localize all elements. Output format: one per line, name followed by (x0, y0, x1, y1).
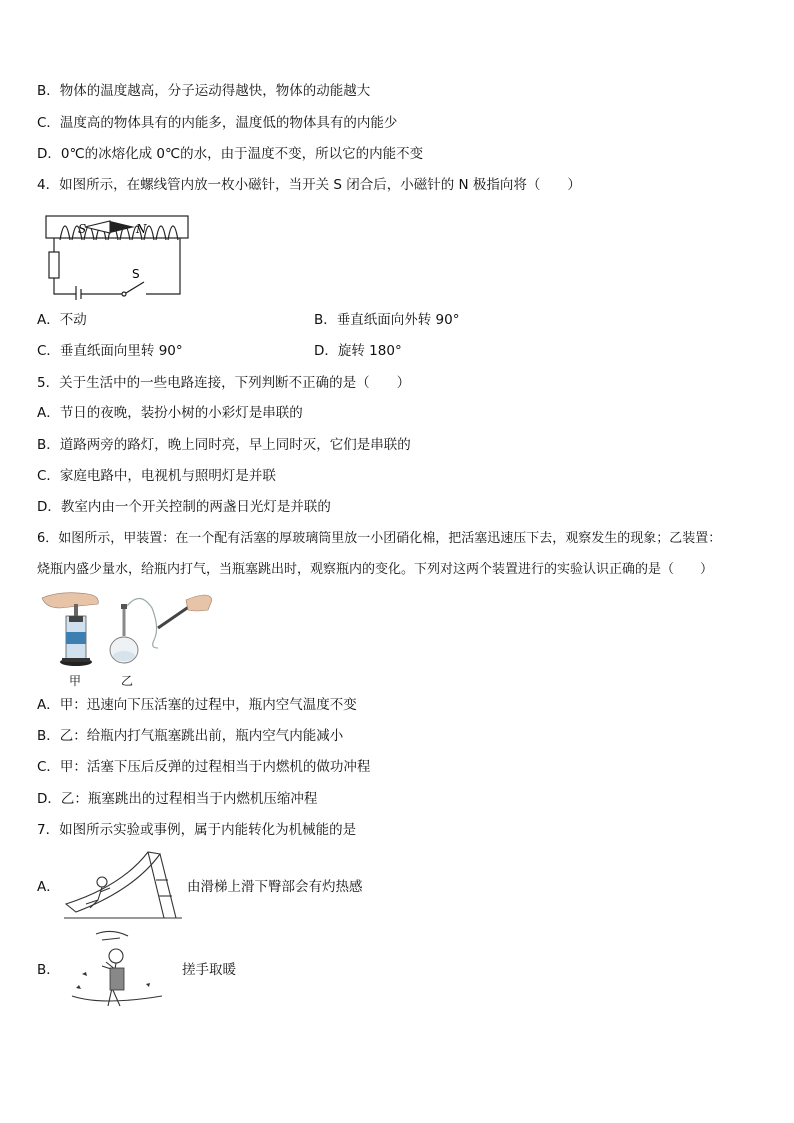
q6-stem-line2: 烧瓶内盛少量水，给瓶内打气，当瓶塞跳出时，观察瓶内的变化。下列对这两个装置进行的实验认识正确的是（ ） (37, 562, 714, 577)
q3-option-c: C．温度高的物体具有的内能多，温度低的物体具有的内能少 (37, 115, 398, 131)
q4-option-c: C．垂直纸面向里转 90° (37, 343, 183, 359)
q5-stem: 5．关于生活中的一些电路连接，下列判断不正确的是（ ） (37, 375, 411, 391)
q4-stem: 4．如图所示，在螺线管内放一枚小磁针，当开关 S 闭合后，小磁针的 N 极指向将（ ） (37, 177, 581, 193)
slide-illustration (62, 846, 184, 920)
q3-option-b: B．物体的温度越高，分子运动得越快，物体的动能越大 (37, 83, 371, 99)
q6-option-d: D．乙：瓶塞跳出的过程相当于内燃机压缩冲程 (37, 791, 318, 807)
solenoid-circuit-figure (40, 210, 200, 300)
q6-option-c: C．甲：活塞下压后反弹的过程相当于内燃机的做功冲程 (37, 759, 371, 775)
apparatus-photo-figure (40, 588, 212, 670)
q4-option-a: A．不动 (37, 312, 87, 328)
q5-option-a: A．节日的夜晚，装扮小树的小彩灯是串联的 (37, 405, 303, 421)
q7-option-b-text: 搓手取暖 (182, 962, 236, 978)
needle-n-label: N (136, 222, 147, 236)
q7-option-a-text: 由滑梯上滑下臀部会有灼热感 (187, 879, 363, 895)
q3-option-d: D．0℃的冰熔化成 0℃的水，由于温度不变，所以它的内能不变 (37, 146, 424, 162)
q7-stem: 7．如图所示实验或事例，属于内能转化为机械能的是 (37, 822, 357, 838)
q6-option-b: B．乙：给瓶内打气瓶塞跳出前，瓶内空气内能减小 (37, 728, 344, 744)
q6-option-a: A．甲：迅速向下压活塞的过程中，瓶内空气温度不变 (37, 697, 357, 713)
q7-option-b-label: B． (37, 962, 60, 978)
q5-option-b: B．道路两旁的路灯，晚上同时亮，早上同时灭，它们是串联的 (37, 437, 411, 453)
q4-option-d: D．旋转 180° (314, 343, 402, 359)
q5-option-c: C．家庭电路中，电视机与照明灯是并联 (37, 468, 276, 484)
q5-option-d: D．教室内由一个开关控制的两盏日光灯是并联的 (37, 499, 331, 515)
needle-s-label: S (78, 222, 87, 236)
q7-option-a-label: A． (37, 879, 60, 895)
switch-label: S (132, 267, 140, 281)
figure-label-jia: 甲 (69, 674, 82, 688)
figure-label-yi: 乙 (121, 674, 134, 688)
q6-stem-line1: 6．如图所示，甲装置：在一个配有活塞的厚玻璃筒里放一小团硝化棉，把活塞迅速压下去，观察发生的现象；乙装置： (37, 531, 722, 546)
q4-option-b: B．垂直纸面向外转 90° (314, 312, 460, 328)
rubbing-hands-illustration (62, 926, 172, 1010)
